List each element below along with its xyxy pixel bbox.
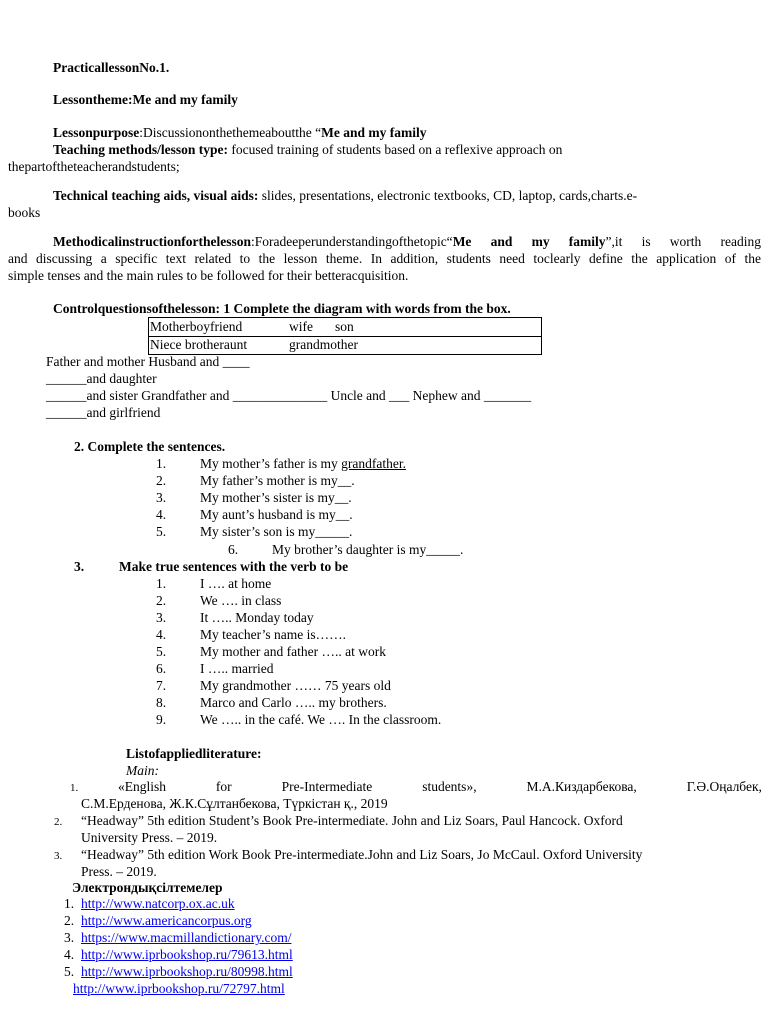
link-item — [64, 929, 292, 946]
lesson-theme-value: Me and my family — [132, 92, 238, 107]
item-number: 3. — [156, 610, 167, 625]
diagram-line-4 — [46, 404, 160, 421]
reference-1-line-2: С.М.Ерденова, Ж.К.Сұлтанбекова, Түркістан қ., 2019 — [81, 796, 388, 811]
reference-word: Pre-Intermediate — [281, 779, 373, 794]
section-3-item — [156, 626, 346, 643]
section-2-item — [156, 506, 353, 523]
item-number: 4. — [156, 627, 167, 642]
link-number: 5. — [64, 964, 75, 979]
reference-3-line-1: “Headway” 5th edition Work Book Pre-intermediate.John and Liz Soars, Jo McCaul. Oxford University — [81, 847, 643, 862]
diagram-line-2-text: and daughter — [86, 371, 157, 386]
electronic-links-heading: Электрондықсілтемелер — [72, 880, 223, 895]
section-2-item — [156, 523, 353, 540]
diagram-line-3 — [46, 387, 531, 404]
item-number: 6. — [228, 542, 239, 557]
link-item — [64, 895, 235, 912]
methodical-instruction-line-3: simple tenses and the main rules to be followed for their betteracquisition. — [8, 268, 409, 283]
item-text: I ….. married — [200, 661, 274, 676]
section-2-item — [156, 472, 355, 489]
section-3-item — [156, 711, 442, 728]
item-number: 8. — [156, 695, 167, 710]
word-box-word: grandmother — [289, 337, 358, 352]
item-number: 1. — [156, 456, 167, 471]
teaching-aids — [53, 187, 637, 204]
link-item — [73, 980, 285, 997]
lesson-purpose — [53, 124, 427, 141]
link-iprbookshop-79613[interactable]: http://www.iprbookshop.ru/79613.html — [81, 947, 293, 962]
link-iprbookshop-80998[interactable]: http://www.iprbookshop.ru/80998.html — [81, 964, 293, 979]
teaching-methods-continued: thepartoftheteacherandstudents; — [8, 159, 180, 174]
link-item — [64, 963, 293, 980]
lesson-theme — [53, 91, 238, 108]
reference-1-line-1 — [118, 778, 762, 795]
section-3-number: 3. — [74, 559, 85, 574]
item-text: My grandmother …… 75 years old — [200, 678, 391, 693]
item-number: 2. — [156, 593, 167, 608]
teaching-aids-text: slides, presentations, electronic textbooks, CD, laptop, cards,charts.e- — [258, 188, 638, 203]
lesson-number: PracticallessonNo.1. — [53, 60, 170, 75]
section-3-item — [156, 609, 314, 626]
link-americancorpus[interactable]: http://www.americancorpus.org — [81, 913, 252, 928]
item-number: 5. — [156, 524, 167, 539]
word-box-row-2 — [149, 336, 541, 354]
reference-3-line-2: Press. – 2019. — [81, 864, 157, 879]
teaching-aids-continued: books — [8, 205, 41, 220]
reference-number: 1. — [70, 782, 79, 794]
reference-word: for — [215, 779, 232, 794]
lesson-purpose-text: :Discussiononthethemeaboutthe “ — [139, 125, 322, 140]
word-box-word: Motherboyfriend — [150, 319, 243, 334]
item-text: My mother and father ….. at work — [200, 644, 386, 659]
lesson-purpose-label: Lessonpurpose — [53, 125, 140, 140]
lesson-theme-label: Lessontheme: — [53, 92, 133, 107]
word-box-word: Niece brotheraunt — [150, 337, 248, 352]
reference-word: Г.Ә.Оңалбек, — [686, 779, 762, 794]
methodical-instruction-topic: Me and my family — [452, 234, 606, 249]
item-text: My father’s mother is my__. — [200, 473, 355, 488]
link-macmillan[interactable]: https://www.macmillandictionary.com/ — [81, 930, 292, 945]
reference-word: students», — [422, 779, 477, 794]
item-text: My brother’s daughter is my_____. — [272, 542, 464, 557]
word-box-row-1 — [149, 318, 541, 337]
link-item — [64, 946, 293, 963]
link-number: 2. — [64, 913, 75, 928]
item-number: 1. — [156, 576, 167, 591]
methodical-instruction-label: Methodicalinstructionforthelesson — [53, 234, 251, 249]
reference-2-line-2: University Press. – 2019. — [81, 830, 218, 845]
section-3-item — [156, 677, 391, 694]
item-text — [200, 455, 406, 472]
teaching-methods-label: Teaching methods/lesson type: — [53, 142, 229, 157]
lesson-purpose-value: Me and my family — [321, 125, 427, 140]
section-3-item — [156, 694, 387, 711]
literature-main-label: Main: — [126, 763, 159, 778]
section-3-title: Make true sentences with the verb to be — [119, 559, 349, 574]
item-text-pre: My mother’s father is my — [200, 456, 342, 471]
reference-2-line-1: “Headway” 5th edition Student’s Book Pre-intermediate. John and Liz Soars, Paul Hancock. Oxford — [81, 813, 623, 828]
section-3-item — [156, 643, 386, 660]
section-3-item — [156, 575, 272, 592]
methodical-instruction — [53, 233, 761, 250]
item-text: My teacher’s name is……. — [200, 627, 346, 642]
link-natcorp[interactable]: http://www.natcorp.ox.ac.uk — [81, 896, 235, 911]
section-2-heading: 2. Complete the sentences. — [74, 439, 226, 454]
item-answer: grandfather. — [341, 456, 406, 471]
diagram-line-4-text: and girlfriend — [86, 405, 161, 420]
word-box-word: son — [335, 319, 354, 334]
diagram-blank: ______ — [46, 388, 87, 403]
item-text: My aunt’s husband is my__. — [200, 507, 353, 522]
diagram-line-3-text: and sister Grandfather and ______________ Uncle and ___ Nephew and _______ — [86, 388, 532, 403]
link-item — [64, 912, 252, 929]
section-3-heading — [74, 558, 349, 575]
literature-heading: Listofappliedliterature: — [126, 746, 262, 761]
teaching-methods-text: focused training of students based on a reflexive approach on — [228, 142, 563, 157]
item-number: 5. — [156, 644, 167, 659]
item-text: We …. in class — [200, 593, 282, 608]
diagram-line-2 — [46, 370, 157, 387]
methodical-instruction-line-2: and discussing a specific text related to the lesson theme. In addition, students need toclearly define the application of the — [8, 251, 761, 266]
item-number: 4. — [156, 507, 167, 522]
section-2-item — [156, 489, 352, 506]
reference-word: М.А.Киздарбекова, — [526, 779, 637, 794]
reference-number: 3. — [54, 850, 63, 862]
item-number: 6. — [156, 661, 167, 676]
reference-number: 2. — [54, 816, 63, 828]
section-3-item — [156, 592, 282, 609]
item-number: 9. — [156, 712, 167, 727]
item-text: My mother’s sister is my__. — [200, 490, 352, 505]
diagram-blank: ______ — [46, 405, 87, 420]
word-box-word: wife — [289, 319, 313, 334]
link-number: 1. — [64, 896, 75, 911]
diagram-line-1: Father and mother Husband and ____ — [46, 354, 250, 369]
item-number: 7. — [156, 678, 167, 693]
item-number: 2. — [156, 473, 167, 488]
word-box — [148, 317, 542, 355]
diagram-blank: ______ — [46, 371, 87, 386]
item-text: It ….. Monday today — [200, 610, 314, 625]
teaching-aids-label: Technical teaching aids, visual aids: — [53, 188, 259, 203]
link-iprbookshop-72797[interactable]: http://www.iprbookshop.ru/72797.html — [73, 981, 285, 996]
item-text: Marco and Carlo ….. my brothers. — [200, 695, 387, 710]
item-text: My sister’s son is my_____. — [200, 524, 353, 539]
teaching-methods — [53, 141, 562, 158]
reference-word: «English — [118, 779, 167, 794]
methodical-instruction-text-a: :Foradeeperunderstandingofthetopic“ — [251, 234, 453, 249]
item-number: 3. — [156, 490, 167, 505]
section-2-item — [156, 455, 406, 472]
control-questions-heading: Controlquestionsofthelesson: 1 Complete the diagram with words from the box. — [53, 301, 511, 316]
section-3-item — [156, 660, 274, 677]
methodical-instruction-text-b: ”,it is worth reading — [605, 234, 761, 249]
link-number: 4. — [64, 947, 75, 962]
item-text: We ….. in the café. We …. In the classroom. — [200, 712, 442, 727]
link-number: 3. — [64, 930, 75, 945]
section-2-item — [228, 541, 464, 558]
item-text: I …. at home — [200, 576, 272, 591]
